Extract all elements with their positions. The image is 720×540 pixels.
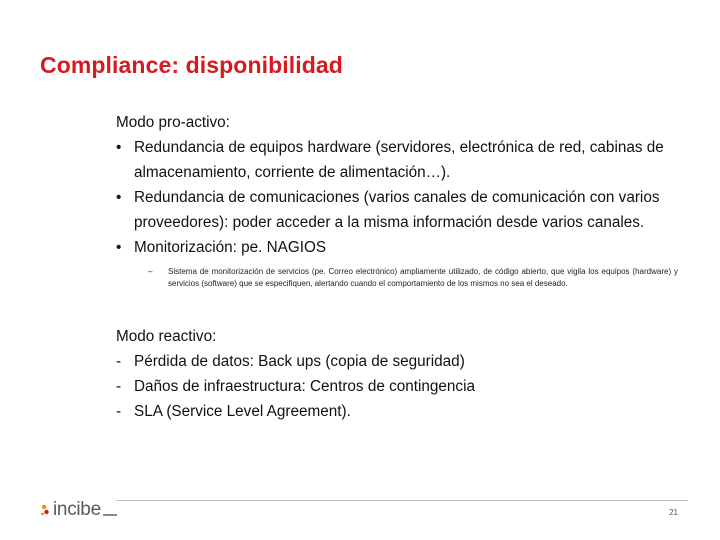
list-item-text: Pérdida de datos: Back ups (copia de seguridad) (134, 353, 465, 370)
list-item-text: Redundancia de comunicaciones (varios canales de comunicación con varios proveedores): poder acceder a la misma información desde varios canales. (134, 189, 660, 231)
list-item (116, 235, 696, 260)
footer-divider (116, 500, 688, 501)
logo-underline (103, 514, 117, 516)
list-item-text: Monitorización: pe. NAGIOS (134, 239, 327, 256)
dash-mark: - (116, 378, 122, 395)
list-item (116, 349, 696, 374)
proactive-heading: Modo pro-activo: (116, 114, 230, 131)
dash-mark: - (116, 403, 122, 420)
reactive-heading: Modo reactivo: (116, 328, 217, 345)
dash-mark: - (116, 353, 122, 370)
proactive-list (116, 135, 696, 260)
page-number: 21 (669, 508, 678, 517)
logo-text: incibe (53, 499, 101, 520)
incibe-logo (40, 499, 117, 521)
sub-bullet-mark: – (148, 267, 153, 276)
reactive-section (116, 324, 696, 424)
reactive-list (116, 349, 696, 424)
nagios-description (148, 266, 678, 290)
list-item (116, 399, 696, 424)
list-item (116, 185, 696, 235)
bullet-mark: • (116, 189, 122, 206)
list-item-text: SLA (Service Level Agreement). (134, 403, 351, 420)
slide-title: Compliance: disponibilidad (40, 52, 343, 78)
list-item (116, 374, 696, 399)
slide-content (116, 110, 696, 424)
bullet-mark: • (116, 139, 122, 156)
incibe-logo-icon (40, 503, 50, 517)
list-item-text: Daños de infraestructura: Centros de contingencia (134, 378, 475, 395)
bullet-mark: • (116, 239, 122, 256)
list-item (116, 135, 696, 185)
sub-item-text: Sistema de monitorización de servicios (pe. Correo electrónico) ampliamente utilizado, de código abierto, que vigila los equipos (hardware) y servicios (software) que se especifiquen, alertando cuando el comportamiento de los mismos no sea el deseado. (168, 267, 678, 288)
list-item-text: Redundancia de equipos hardware (servidores, electrónica de red, cabinas de almacenamiento, corriente de alimentación…). (134, 139, 664, 181)
